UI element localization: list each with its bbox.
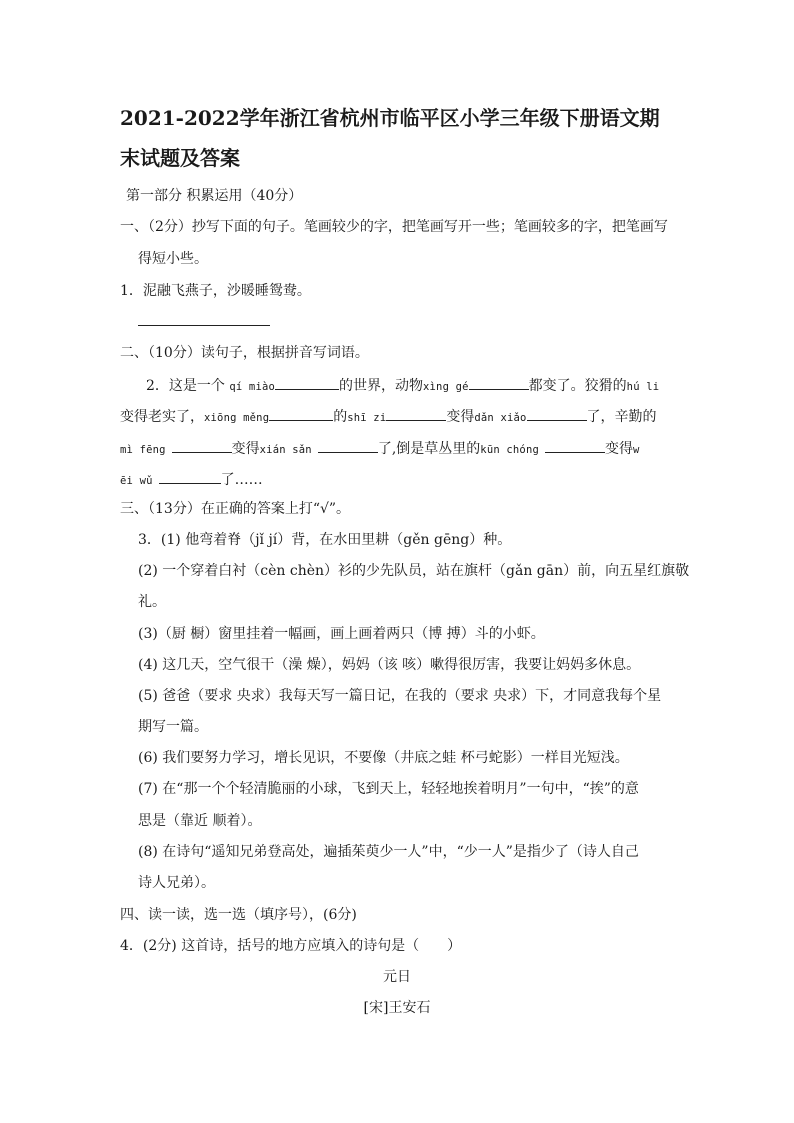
q3-item6: (6) 我们要努力学习，增长见识，不要像（井底之蛙 杯弓蛇影）一样目光短浅。 [138, 750, 629, 766]
answer-blank[interactable] [386, 406, 446, 421]
pinyin: hú li [626, 381, 660, 393]
pinyin: qí miào [229, 381, 276, 393]
q2-line1 [146, 375, 659, 396]
pinyin: xiōng měng [204, 412, 270, 424]
q2-text: 了…… [220, 472, 263, 488]
poem-title: 元日 [383, 969, 411, 985]
q2-text: 都变了。狡猾的 [528, 378, 627, 394]
q2-line3 [120, 438, 640, 459]
q3-item5-line2: 期写一篇。 [138, 719, 208, 735]
q3-item2-line2: 礼。 [138, 594, 166, 610]
q3-item4: (4) 这几天，空气很干（澡 燥），妈妈（该 咳）嗽得很厉害，我要让妈妈多休息。 [138, 657, 641, 673]
q3-header: 三、（13分）在正确的答案上打“√”。 [120, 501, 351, 517]
pinyin: shī zi [347, 412, 387, 424]
q3-item3: (3)（厨 橱）窗里挂着一幅画，画上画着两只（博 搏）斗的小虾。 [138, 626, 545, 642]
pinyin: xìng gé [423, 381, 469, 393]
q2-text: 的 [333, 409, 348, 425]
answer-blank[interactable] [275, 375, 339, 390]
answer-blank[interactable] [527, 406, 587, 421]
answer-blank[interactable] [172, 438, 232, 453]
page-title-line1: 2021-2022学年浙江省杭州市临平区小学三年级下册语文期 [120, 106, 660, 130]
q2-text: 2．这是一个 [146, 378, 230, 394]
page-title-line2: 末试题及答案 [120, 146, 240, 170]
pinyin: ēi wǔ [120, 475, 153, 487]
pinyin: dǎn xiǎo [474, 412, 527, 424]
pinyin: kūn chóng [480, 444, 539, 456]
q1-sentence: 1．泥融飞燕子，沙暖睡鸳鸯。 [120, 283, 311, 299]
q2-text: 变得 [446, 409, 475, 425]
answer-blank[interactable] [269, 406, 333, 421]
pinyin: w [633, 444, 640, 456]
q3-item8-line2: 诗人兄弟）。 [138, 875, 215, 891]
q2-text: 变得 [231, 441, 260, 457]
q2-text: 的世界，动物 [339, 378, 424, 394]
answer-blank[interactable] [469, 375, 529, 390]
q1-instruction-line1: 一、（2分）抄写下面的句子。笔画较少的字，把笔画写开一些；笔画较多的字，把笔画写 [120, 219, 668, 235]
part-heading: 第一部分 积累运用（40分） [126, 188, 303, 204]
answer-blank[interactable] [159, 469, 221, 484]
q2-line2 [120, 406, 657, 427]
q3-item7-line1: (7) 在“那一个个轻清脆丽的小球，飞到天上，轻轻地挨着明月”一句中，“挨”的意 [138, 781, 639, 797]
poem-author: [宋]王安石 [363, 1000, 431, 1016]
pinyin: xián sǎn [259, 444, 312, 456]
answer-blank[interactable] [545, 438, 605, 453]
q4-item: 4．(2分) 这首诗，括号的地方应填入的诗句是（ ） [120, 938, 462, 954]
q3-item2-line1: (2) 一个穿着白衬（cèn chèn）衫的少先队员，站在旗杆（gǎn gān）前，向五星红旗敬 [138, 563, 690, 579]
q1-answer-line[interactable] [138, 325, 270, 326]
q1-instruction-line2: 得短小些。 [138, 251, 208, 267]
q2-text: 了，辛勤的 [586, 409, 657, 425]
q2-line4 [120, 469, 263, 490]
q2-text: 变得老实了， [120, 409, 204, 425]
q3-item5-line1: (5) 爸爸（要求 央求）我每天写一篇日记，在我的（要求 央求）下，才同意我每个星 [138, 688, 662, 704]
q3-item8-line1: (8) 在诗句“遥知兄弟登高处，遍插茱萸少一人”中，“少一人”是指少了（诗人自己 [138, 844, 639, 860]
q3-item1: 3．(1) 他弯着脊（jǐ jí）背，在水田里耕（gěn gēng）种。 [138, 532, 512, 548]
answer-blank[interactable] [318, 438, 378, 453]
q3-item7-line2: 思是（靠近 顺着）。 [138, 813, 262, 829]
q2-text: 了,倒是草丛里的 [377, 441, 481, 457]
pinyin: mì fēng [120, 444, 166, 456]
q4-header: 四、读一读，选一选（填序号），(6分) [120, 907, 357, 923]
q2-text: 变得 [605, 441, 633, 457]
q2-header: 二、（10分）读句子，根据拼音写词语。 [120, 345, 369, 361]
